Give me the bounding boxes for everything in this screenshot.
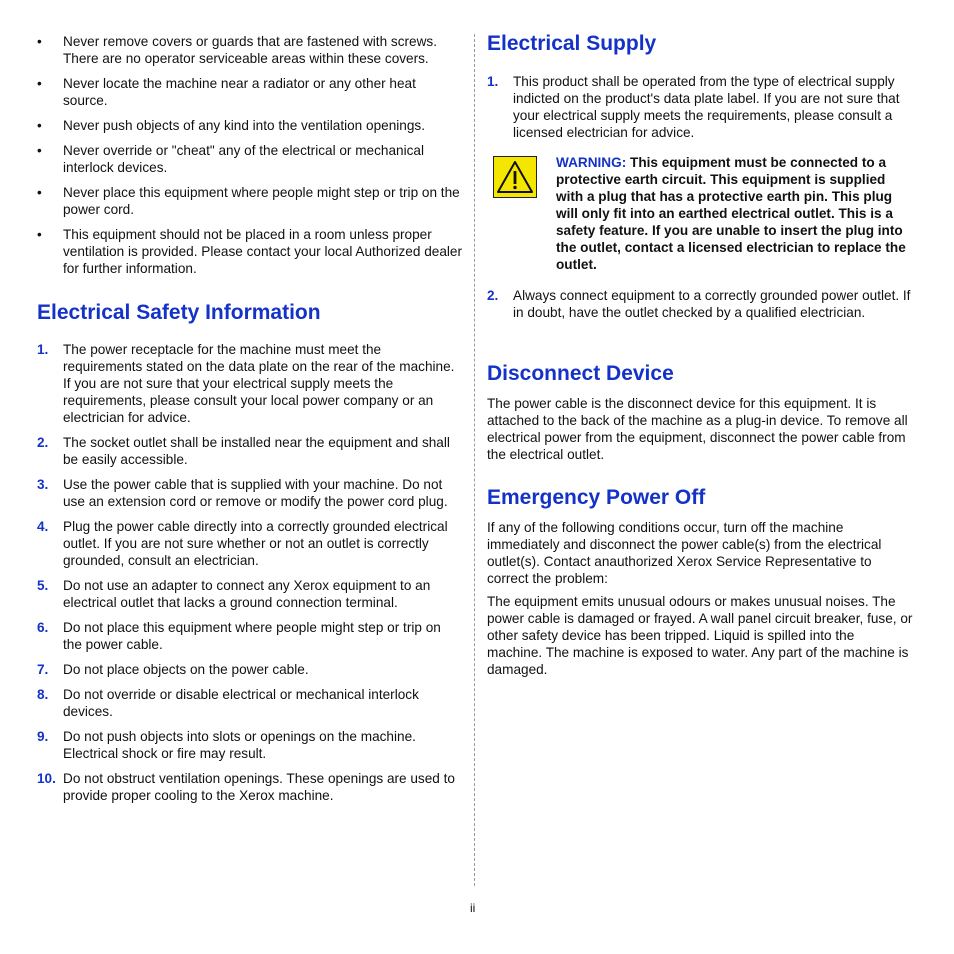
numbered-item [487, 287, 913, 321]
item-text: Do not push objects into slots or openings on the machine. Electrical shock or fire may result. [63, 729, 416, 761]
warning-label: WARNING: [556, 155, 627, 170]
numbered-item [487, 73, 913, 141]
numbered-item [37, 476, 463, 510]
item-number: 9. [37, 729, 49, 744]
electrical-supply-list-1 [487, 73, 913, 149]
item-number: 3. [37, 477, 49, 492]
numbered-item [37, 341, 463, 426]
item-text: Do not obstruct ventilation openings. These openings are used to provide proper cooling to the Xerox machine. [63, 771, 455, 803]
emergency-intro-text: If any of the following conditions occur, turn off the machine immediately and disconnect the power cable(s) from the electrical outlet(s). Contact anauthorized Xerox Service Representative to correct the problem: [487, 520, 882, 586]
safety-bullet-list [37, 33, 463, 285]
item-number: 7. [37, 662, 49, 677]
bullet-item: • Never locate the machine near a radiator or any other heat source. [37, 75, 463, 109]
disconnect-device-text: The power cable is the disconnect device for this equipment. It is attached to the back of the machine as a plug-in device. To remove all electrical power from the equipment, disconnect the power cable from the electrical outlet. [487, 396, 908, 462]
item-text: Plug the power cable directly into a correctly grounded electrical outlet. If you are not sure whether or not an outlet is correctly grounded, consult an electrician. [63, 519, 448, 568]
numbered-item [37, 661, 463, 678]
bullet-item: • This equipment should not be placed in a room unless proper ventilation is provided. Please contact your local Authorized dealer for further information. [37, 226, 463, 277]
item-text: Use the power cable that is supplied with your machine. Do not use an extension cord or remove or modify the power cord plug. [63, 477, 448, 509]
electrical-supply-heading: Electrical Supply [487, 32, 657, 55]
emergency-power-off-heading: Emergency Power Off [487, 486, 706, 509]
bullet-item: • Never override or "cheat" any of the electrical or mechanical interlock devices. [37, 142, 463, 176]
numbered-item [37, 770, 463, 804]
warning-body: This equipment must be connected to a protective earth circuit. This equipment is supplied with a plug that has a protective earth pin. This plug will only fit into an earthed electrical outlet. This is a safety feature. If you are unable to insert the plug into the outlet, contact a licensed electrician to replace the outlet. [556, 155, 906, 272]
item-number: 1. [37, 342, 49, 357]
item-number: 6. [37, 620, 49, 635]
warning-text [556, 154, 913, 273]
emergency-conditions-text: The equipment emits unusual odours or makes unusual noises. The power cable is damaged or frayed. A wall panel circuit breaker, fuse, or other safety device has been tripped. Liquid is spilled into the machine. The machine is exposed to water. Any part of the machine is damaged. [487, 594, 913, 677]
item-text: Do not override or disable electrical or mechanical interlock devices. [63, 687, 419, 719]
disconnect-device-heading: Disconnect Device [487, 362, 674, 385]
item-text: Always connect equipment to a correctly grounded power outlet. If in doubt, have the outlet checked by a qualified electrician. [513, 288, 911, 320]
electrical-safety-list [37, 341, 463, 812]
item-number: 4. [37, 519, 49, 534]
bullet-item: • Never remove covers or guards that are fastened with screws. There are no operator serviceable areas within these covers. [37, 33, 463, 67]
bullet-item: • Never place this equipment where people might step or trip on the power cord. [37, 184, 463, 218]
numbered-item [37, 434, 463, 468]
item-text: Do not place this equipment where people might step or trip on the power cable. [63, 620, 441, 652]
item-number: 5. [37, 578, 49, 593]
numbered-item [37, 619, 463, 653]
item-text: Do not place objects on the power cable. [63, 662, 309, 677]
item-number: 2. [487, 288, 499, 303]
numbered-item [37, 728, 463, 762]
item-text: This product shall be operated from the type of electrical supply indicted on the product's data plate label. If you are not sure that your electrical supply meets the requirements, please consult a licensed electrician for advice. [513, 74, 900, 140]
item-text: The power receptacle for the machine must meet the requirements stated on the data plate on the rear of the machine. If you are not sure that your electrical supply meets the requirements, please consult your local power company or an electrician for advice. [63, 342, 455, 425]
numbered-item [37, 577, 463, 611]
column-divider [474, 34, 475, 886]
electrical-supply-list-2 [487, 287, 913, 329]
item-number: 10. [37, 771, 56, 786]
numbered-item [37, 686, 463, 720]
electrical-safety-heading: Electrical Safety Information [37, 301, 321, 324]
warning-triangle-icon [493, 156, 537, 198]
item-number: 1. [487, 74, 499, 89]
item-text: The socket outlet shall be installed near the equipment and shall be easily accessible. [63, 435, 450, 467]
bullet-item: • Never push objects of any kind into the ventilation openings. [37, 117, 463, 134]
item-text: Do not use an adapter to connect any Xerox equipment to an electrical outlet that lacks a ground connection terminal. [63, 578, 431, 610]
page-number: ii [470, 901, 476, 915]
numbered-item [37, 518, 463, 569]
item-number: 2. [37, 435, 49, 450]
item-number: 8. [37, 687, 49, 702]
